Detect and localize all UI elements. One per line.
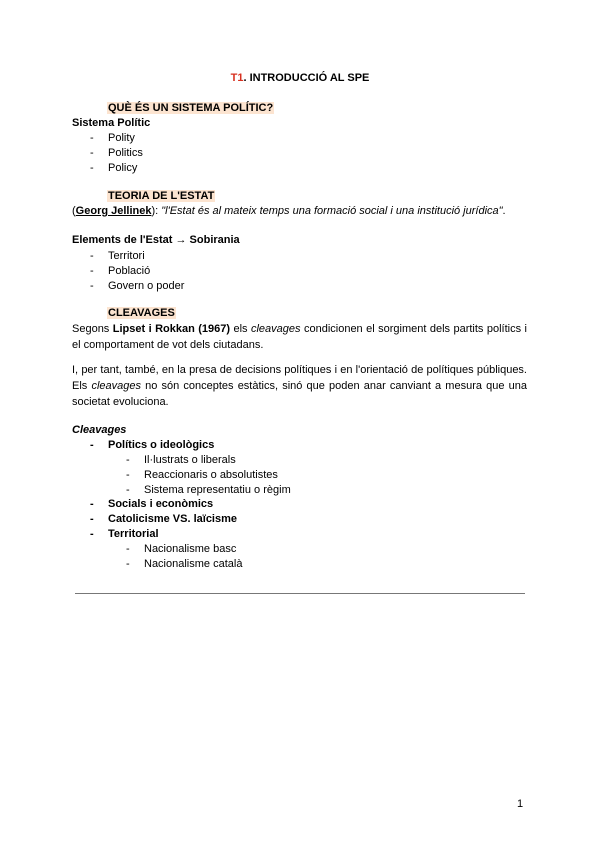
horizontal-divider	[75, 593, 525, 594]
document-title	[0, 72, 600, 84]
section-heading-teoria-estat: TEORIA DE L'ESTAT	[108, 190, 215, 202]
page-number: 1	[517, 798, 524, 810]
elements-heading: Elements de l'Estat → Sobirania	[72, 234, 240, 246]
paragraph-lipset-rokkan: Segons Lipset i Rokkan (1967) els cleavages condicionen el sorgiment dels partits polítics i el comportament de vot dels ciutadans.	[72, 323, 527, 351]
cleavages-list-heading: Cleavages	[72, 424, 127, 436]
title-prefix: T1	[230, 72, 244, 84]
section-heading-cleavages: CLEAVAGES	[108, 307, 175, 319]
section-heading-sistema-politic: QUÈ ÉS UN SISTEMA POLÍTIC?	[108, 102, 274, 114]
paragraph-decisions: I, per tant, també, en la presa de decisions polítiques i en l'orientació de polítiques públiques. Els cleavages no són conceptes estàtics, sinó que poden anar canviant a mesura que una societat evoluciona.	[72, 364, 527, 408]
subheading-sistema-politic: Sistema Polític	[72, 117, 151, 129]
title-text: . INTRODUCCIÓ AL SPE	[243, 72, 370, 84]
jellinek-quote: (Georg Jellinek): "l'Estat és al mateix temps una formació social i una institució jurídica".	[72, 205, 506, 217]
document-page: T1. INTRODUCCIÓ AL SPE QUÈ ÉS UN SISTEMA POLÍTIC? Sistema Polític - Polity - Politics - Policy TEORIA DE L'ESTAT (Georg Jellinek): "l'Estat és al mateix temps una formació social i una institució jurídica". Elements de l'Estat → Sobirania - Territori - Població - Govern o poder CLEAVAGES Segons Lipset i Rokkan (1967) els cleavages condicionen el sorgiment dels partits polítics i el comportament de vot dels ciutadans. I, per tant, també, en la presa de decisions polítiques i en l'orientació de polítiques públiques. Els cleavages no són conceptes estàtics, sinó que poden anar canviant a mesura que una societat evoluciona. Cleavages - Polítics o ideològics - Il·lustrats o liberals - Reaccionaris o absolutistes - Sistema representatiu o règim - Socials i econòmics - Catolicisme VS. laïcisme - Territorial - Nacionalisme basc - Nacionalisme català 1	[0, 0, 600, 848]
quote-text: "l'Estat és al mateix temps una formació social i una institució jurídica"	[161, 205, 503, 217]
author-name: Georg Jellinek	[75, 205, 152, 217]
